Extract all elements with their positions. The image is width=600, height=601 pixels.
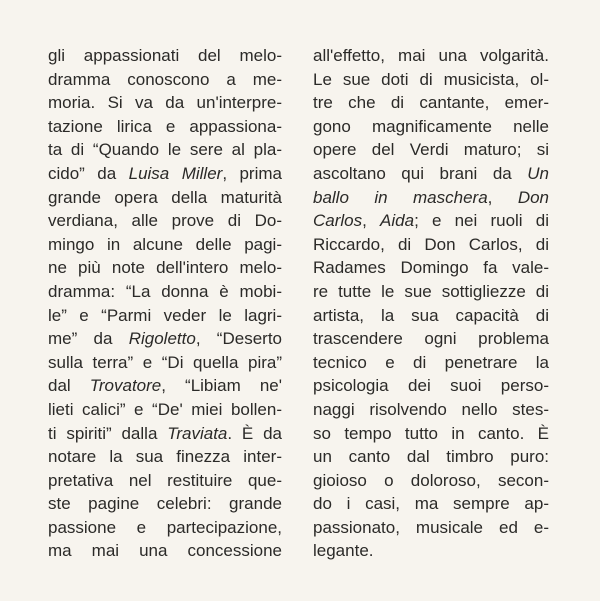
text-line (48, 469, 282, 493)
text-line (48, 91, 282, 115)
text-segment: verdiana, alle prove di Do- (48, 211, 282, 231)
text-line (48, 304, 282, 328)
text-segment: Le sue doti di musicista, ol- (313, 69, 549, 89)
text-line (313, 539, 549, 563)
text-segment: le” e “Parmi veder le lagri- (48, 305, 282, 325)
text-line (313, 91, 549, 115)
text-line (313, 256, 549, 280)
text-segment: all'effetto, mai una volgarità. (313, 46, 549, 65)
text-segment: Riccardo, di Don Carlos, di (313, 234, 549, 254)
text-segment: naggi risolvendo nello stes- (313, 399, 549, 419)
text-segment: dramma: “La donna è mobi- (48, 281, 282, 301)
text-segment: , “Deserto (195, 329, 282, 349)
text-line (48, 256, 282, 280)
text-segment: gioioso o doloroso, secon- (313, 470, 549, 490)
text-line (313, 233, 549, 257)
text-segment: ascoltano qui brani da (313, 163, 528, 183)
text-line (313, 445, 549, 469)
text-segment: lieti calici” e “De' miei bollen- (48, 399, 282, 419)
text-segment: opere del Verdi maturo; si (313, 140, 549, 160)
text-segment: so tempo tutto in canto. È (313, 423, 549, 443)
text-segment: me” da (48, 329, 129, 349)
text-line (48, 398, 282, 422)
text-segment: artista, la sua capacità di (313, 305, 549, 325)
text-line (48, 422, 282, 446)
text-segment: grande opera della maturità (48, 187, 282, 207)
text-line (313, 186, 549, 210)
text-segment: ta di “Quando le sere al pla- (48, 140, 282, 160)
text-segment: cido” da (48, 163, 129, 183)
italic-title: Don (517, 187, 549, 207)
text-line (48, 539, 282, 563)
text-line (313, 492, 549, 516)
text-line (48, 138, 282, 162)
text-line (313, 304, 549, 328)
text-line (313, 516, 549, 540)
text-line (48, 233, 282, 257)
text-line (313, 138, 549, 162)
text-line (48, 68, 282, 92)
text-line (48, 44, 282, 68)
italic-title: Carlos (313, 211, 363, 231)
text-line (313, 44, 549, 68)
text-segment: legante. (313, 541, 374, 561)
text-segment: dal (48, 376, 90, 396)
text-line (313, 469, 549, 493)
text-line (48, 115, 282, 139)
text-segment: moria. Si va da un'interpre- (48, 93, 282, 113)
text-segment: re tutte le sue sottigliezze di (313, 281, 549, 301)
text-line (48, 209, 282, 233)
italic-title: ballo in maschera (313, 187, 488, 207)
text-line (313, 115, 549, 139)
text-segment: passionato, musicale ed e- (313, 517, 549, 537)
text-segment: trascendere ogni problema (313, 329, 549, 349)
text-segment: pretativa nel restituire que- (48, 470, 282, 490)
text-line (48, 327, 282, 351)
text-line (48, 492, 282, 516)
text-line (313, 374, 549, 398)
text-column-right (313, 44, 549, 563)
text-line (313, 162, 549, 186)
italic-title: Un (527, 163, 549, 183)
text-line (48, 280, 282, 304)
text-segment: ne più note dell'intero melo- (48, 258, 282, 278)
text-segment: , “Libiam ne' (161, 376, 282, 396)
text-segment: psicologia dei suoi perso- (313, 376, 549, 396)
text-segment: ti spiriti” dalla (48, 423, 168, 443)
text-line (48, 186, 282, 210)
text-segment: , (487, 187, 518, 207)
text-segment: sulla terra” e “Di quella pira” (48, 352, 282, 372)
text-line (313, 422, 549, 446)
text-column-left (48, 44, 282, 563)
text-line (313, 68, 549, 92)
text-line (48, 374, 282, 398)
italic-title: Traviata (167, 423, 228, 443)
text-segment: ma mai una concessione (48, 541, 282, 561)
text-line (313, 327, 549, 351)
text-line (48, 516, 282, 540)
italic-title: Luisa Miller (128, 163, 223, 183)
text-segment: gono magnificamente nelle (313, 116, 549, 136)
text-line (313, 280, 549, 304)
text-line (48, 445, 282, 469)
text-segment: gli appassionati del melo- (48, 46, 282, 65)
text-line (313, 398, 549, 422)
italic-title: Rigoletto (128, 329, 196, 349)
text-segment: passione e partecipazione, (48, 517, 282, 537)
text-segment: ste pagine celebri: grande (48, 494, 282, 514)
text-segment: tre che di cantante, emer- (313, 93, 549, 113)
text-line (48, 351, 282, 375)
text-segment: tecnico e di penetrare la (313, 352, 549, 372)
text-line (313, 209, 549, 233)
text-segment: mingo in alcune delle pagi- (48, 234, 282, 254)
italic-title: Aida (380, 211, 415, 231)
text-segment: , prima (222, 163, 282, 183)
text-line (313, 351, 549, 375)
text-segment: . È da (227, 423, 282, 443)
text-segment: un canto dal timbro puro: (313, 447, 549, 467)
text-segment: do i casi, ma sempre ap- (313, 494, 549, 514)
text-segment: tazione lirica e appassiona- (48, 116, 282, 136)
text-line (48, 162, 282, 186)
text-segment: notare la sua finezza inter- (48, 447, 282, 467)
italic-title: Trovatore (89, 376, 162, 396)
text-segment: Radames Domingo fa vale- (313, 258, 549, 278)
text-segment: , (362, 211, 381, 231)
text-segment: dramma conoscono a me- (48, 69, 282, 89)
text-segment: ; e nei ruoli di (414, 211, 549, 231)
